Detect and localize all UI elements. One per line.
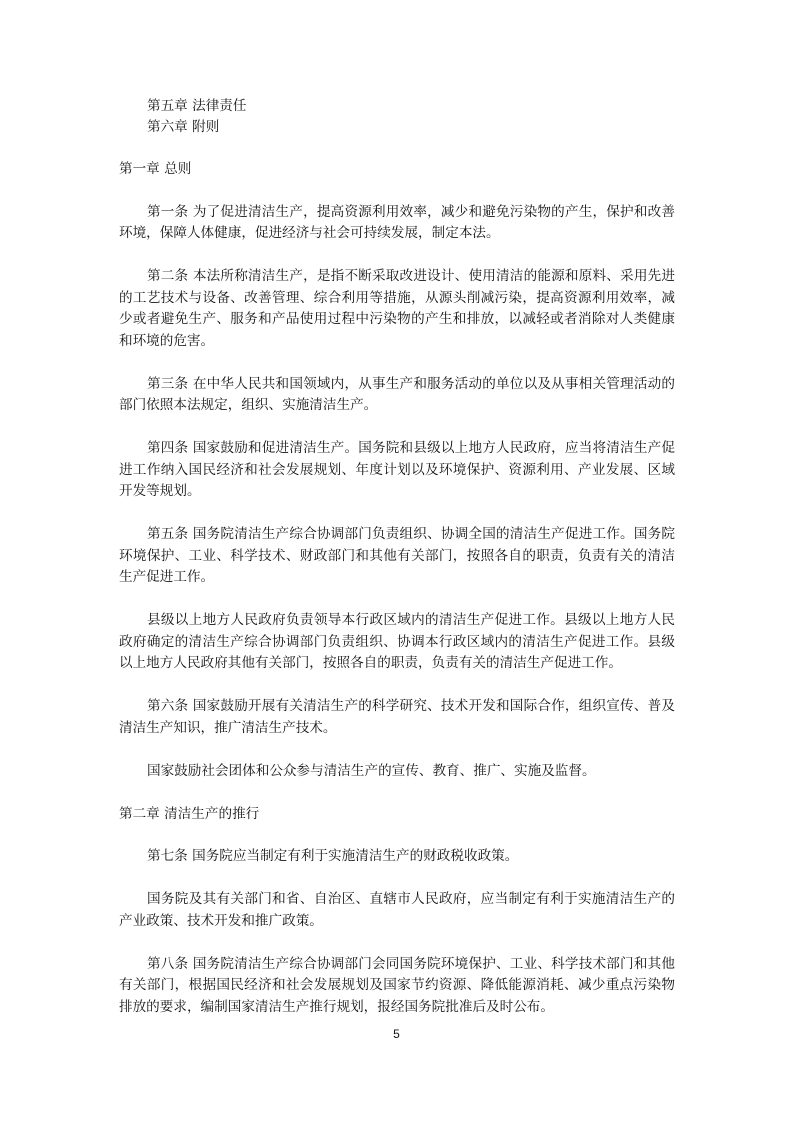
article-1: 第一条 为了促进清洁生产，提高资源利用效率，减少和避免污染物的产生，保护和改善环境，保障人体健康，促进经济与社会可持续发展，制定本法。	[119, 203, 675, 241]
article-4: 第四条 国家鼓励和促进清洁生产。国务院和县级以上地方人民政府，应当将清洁生产促进工作纳入国民经济和社会发展规划、年度计划以及环境保护、资源利用、产业发展、区域开发等规划。	[119, 440, 675, 499]
article-7-paragraph-2: 国务院及其有关部门和省、自治区、直辖市人民政府，应当制定有利于实施清洁生产的产业政策、技术开发和推广政策。	[119, 891, 675, 929]
article-7: 第七条 国务院应当制定有利于实施清洁生产的财政税收政策。	[147, 848, 519, 864]
article-6-paragraph-2: 国家鼓励社会团体和公众参与清洁生产的宣传、教育、推广、实施及监督。	[147, 762, 596, 779]
article-2: 第二条 本法所称清洁生产，是指不断采取改进设计、使用清洁的能源和原料、采用先进的工艺技术与设备、改善管理、综合利用等措施，从源头削减污染，提高资源利用效率，减少或者避免生产、服务和产品使用过程中污染物的产生和排放，以减轻或者消除对人类健康和环境的危害。	[119, 268, 675, 349]
article-5: 第五条 国务院清洁生产综合协调部门负责组织、协调全国的清洁生产促进工作。国务院环境保护、工业、科学技术、财政部门和其他有关部门，按照各自的职责，负责有关的清洁生产促进工作。	[119, 526, 675, 585]
page-number: 5	[393, 1027, 400, 1041]
chapter-2-title: 第二章 清洁生产的推行	[119, 805, 260, 822]
article-5-paragraph-2: 县级以上地方人民政府负责领导本行政区域内的清洁生产促进工作。县级以上地方人民政府确定的清洁生产综合协调部门负责组织、协调本行政区域内的清洁生产促进工作。县级以上地方人民政府其他有关部门，按照各自的职责，负责有关的清洁生产促进工作。	[119, 612, 675, 671]
page-content	[119, 96, 675, 1018]
article-8: 第八条 国务院清洁生产综合协调部门会同国务院环境保护、工业、科学技术部门和其他有关部门，根据国民经济和社会发展规划及国家节约资源、降低能源消耗、减少重点污染物排放的要求，编制国家清洁生产推行规划，报经国务院批准后及时公布。	[119, 955, 675, 1015]
article-3: 第三条 在中华人民共和国领域内，从事生产和服务活动的单位以及从事相关管理活动的部门依照本法规定，组织、实施清洁生产。	[119, 375, 675, 413]
toc-line-chapter5: 第五章 法律责任	[147, 98, 247, 114]
chapter-1-title: 第一章 总则	[119, 161, 192, 177]
article-6: 第六条 国家鼓励开展有关清洁生产的科学研究、技术开发和国际合作，组织宣传、普及清洁生产知识，推广清洁生产技术。	[119, 698, 675, 736]
toc-line-chapter6: 第六章 附则	[147, 119, 220, 135]
